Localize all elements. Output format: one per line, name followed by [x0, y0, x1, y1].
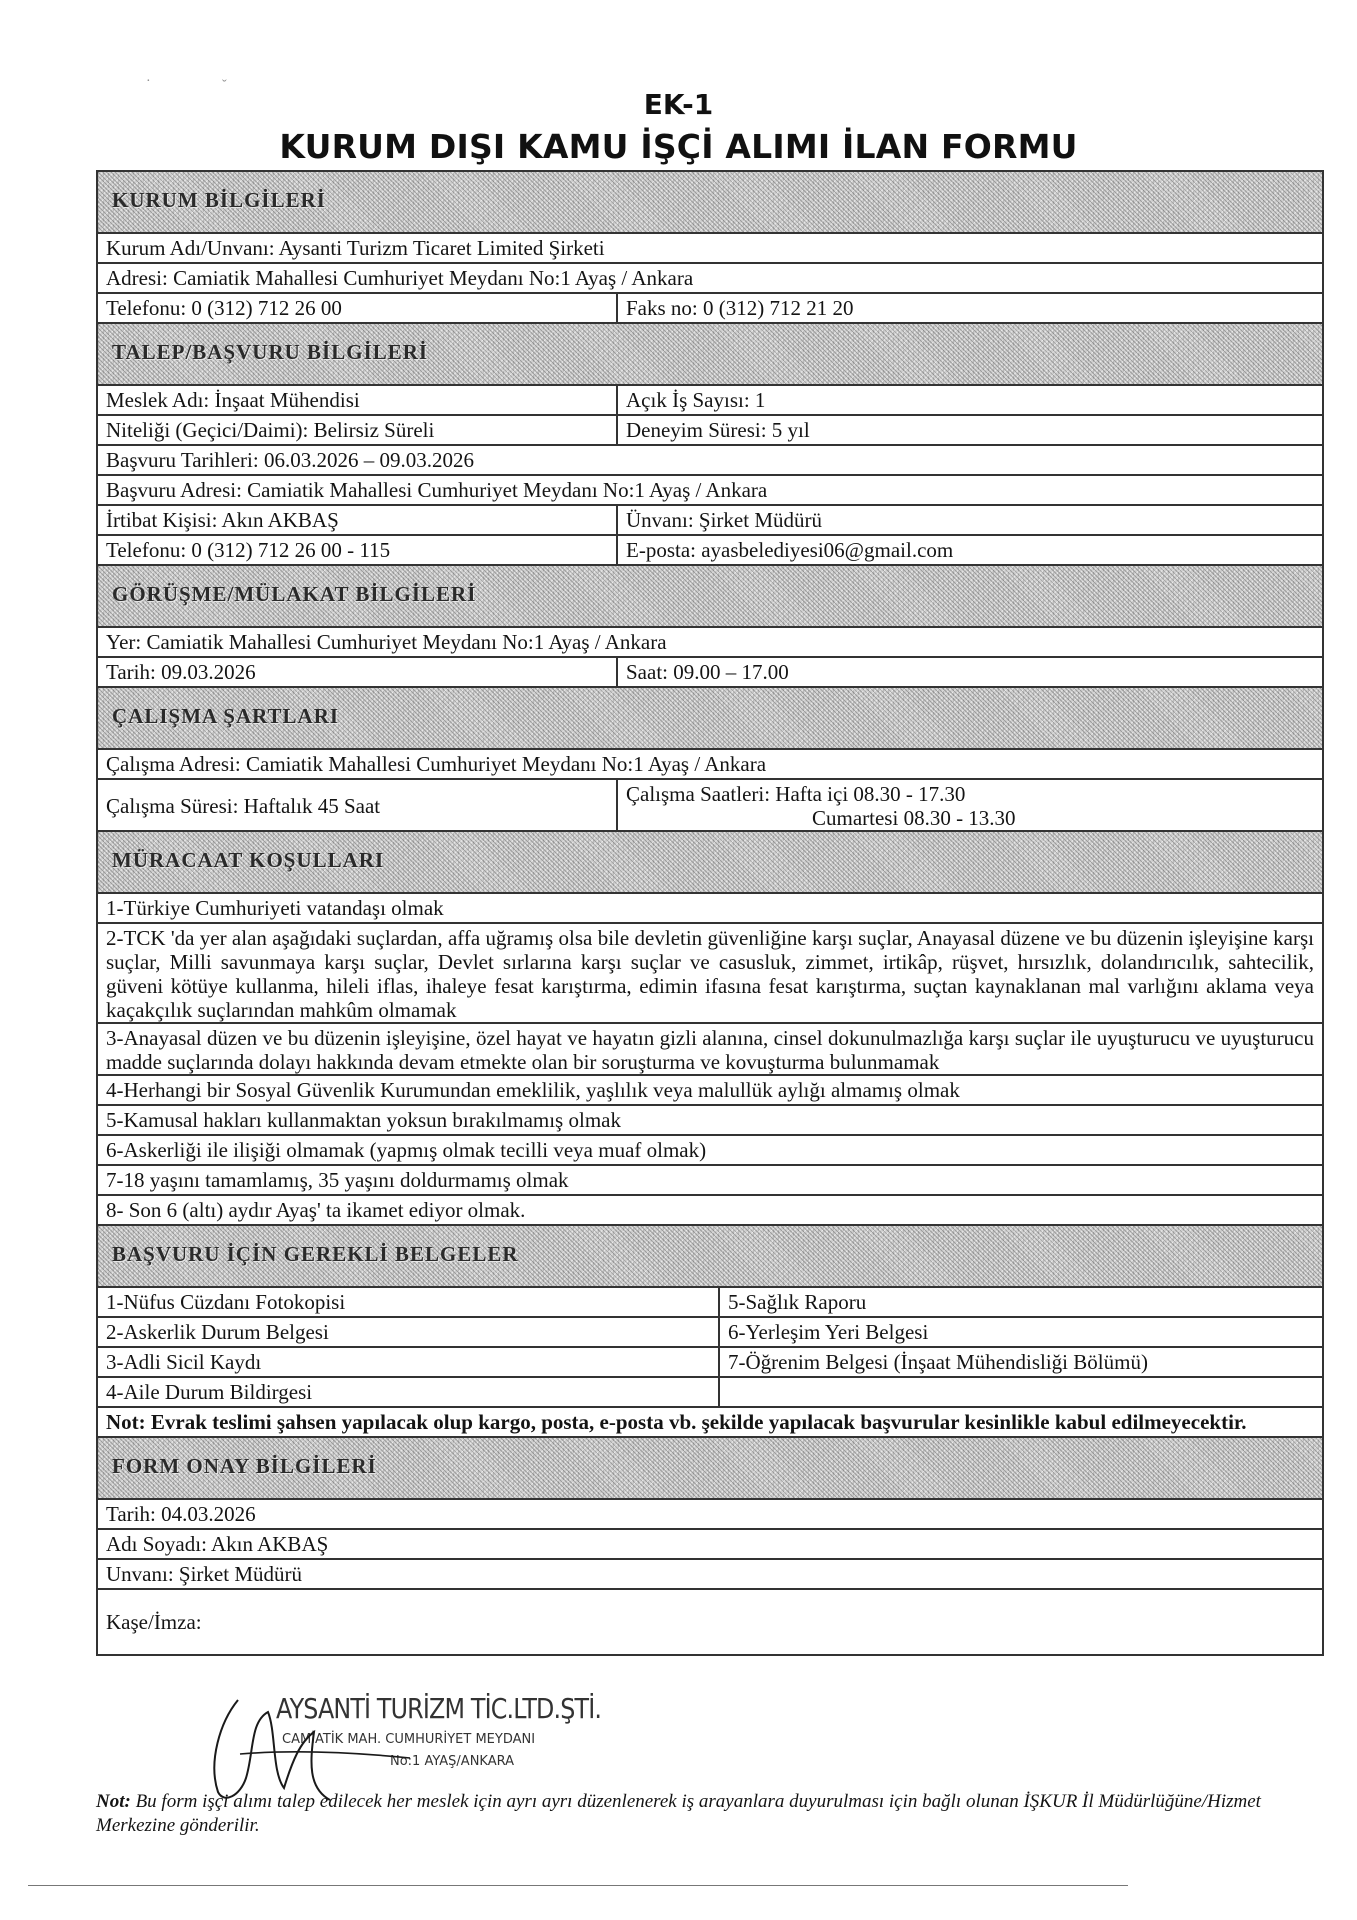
- scan-speck: ·: [146, 74, 151, 89]
- document-item: 2-Askerlik Durum Belgesi: [98, 1318, 720, 1346]
- section-header-calisma: ÇALIŞMA ŞARTLARI: [96, 686, 1324, 748]
- condition-item: 2-TCK 'da yer alan aşağıdaki suçlardan, affa uğramış olsa bile devletin güvenliğine karşı suçlar, Anayasal düzene ve bu düzenin işleyişine karşı suçlar, Milli savunmaya karşı suçlar, Devlet sırlarına karşı suçlar ve casusluk, zimmet, irtikâp, rüşvet, hırsızlık, dolandırıcılık, sahtecilik, güveni kötüye kullanma, hileli iflas, ihaleye fesat karıştırma, edimin ifasına fesat karıştırma, suçtan kaynaklanan mal varlığını aklama veya kaçakçılık suçlarından mahkûm olmamak: [96, 922, 1324, 1022]
- calisma-suresi: Çalışma Süresi: Haftalık 45 Saat: [98, 780, 618, 830]
- gorusme-tarih: Tarih: 09.03.2026: [98, 658, 618, 686]
- onay-row: [96, 1528, 1324, 1558]
- calisma-saatleri-hafta-ici: Çalışma Saatleri: Hafta içi 08.30 - 17.30: [626, 782, 966, 806]
- irtibat-kisisi: İrtibat Kişisi: Akın AKBAŞ: [98, 506, 618, 534]
- niteligi: Niteliği (Geçici/Daimi): Belirsiz Süreli: [98, 416, 618, 444]
- kurum-telefon: Telefonu: 0 (312) 712 26 00: [98, 294, 618, 322]
- irtibat-unvan: Ünvanı: Şirket Müdürü: [626, 508, 822, 532]
- onay-row: [96, 1498, 1324, 1528]
- kurum-row: [96, 232, 1324, 262]
- section-header-belgeler: BAŞVURU İÇİN GEREKLİ BELGELER: [96, 1224, 1324, 1286]
- talep-row: [96, 444, 1324, 474]
- gorusme-saat: Saat: 09.00 – 17.00: [626, 660, 789, 684]
- calisma-row: [96, 748, 1324, 778]
- scan-speck: ˇ: [222, 78, 227, 93]
- gorusme-row: [96, 626, 1324, 656]
- deneyim-suresi: Deneyim Süresi: 5 yıl: [626, 418, 810, 442]
- document-row: [96, 1316, 1324, 1346]
- onay-row: [96, 1558, 1324, 1588]
- meslek-adi: Meslek Adı: İnşaat Mühendisi: [98, 386, 618, 414]
- onay-tarih: Tarih: 04.03.2026: [106, 1502, 256, 1526]
- gorusme-row: [96, 656, 1324, 686]
- document-item: 1-Nüfus Cüzdanı Fotokopisi: [98, 1288, 720, 1316]
- condition-item: 4-Herhangi bir Sosyal Güvenlik Kurumundan emeklilik, yaşlılık veya malullük aylığı almamış olmak: [96, 1074, 1324, 1104]
- document-row: [96, 1346, 1324, 1376]
- stamp-address: CAMİATİK MAH. CUMHURİYET MEYDANI: [282, 1732, 536, 1747]
- section-header-kurum: KURUM BİLGİLERİ: [96, 170, 1324, 232]
- condition-item: 8- Son 6 (altı) aydır Ayaş' ta ikamet ediyor olmak.: [96, 1194, 1324, 1224]
- document-item: [720, 1378, 1322, 1406]
- stamp-company-name: AYSANTİ TURİZM TİC.LTD.ŞTİ.: [276, 1692, 602, 1725]
- kurum-adres: Adresi: Camiatik Mahallesi Cumhuriyet Meydanı No:1 Ayaş / Ankara: [106, 266, 694, 290]
- section-header-talep: TALEP/BAŞVURU BİLGİLERİ: [96, 322, 1324, 384]
- onay-unvan: Unvanı: Şirket Müdürü: [106, 1562, 302, 1586]
- form-code: EK-1: [643, 88, 714, 121]
- gorusme-yer: Yer: Camiatik Mahallesi Cumhuriyet Meydanı No:1 Ayaş / Ankara: [106, 630, 667, 654]
- calisma-saatleri-cumartesi: Cumartesi 08.30 - 13.30: [812, 806, 1016, 830]
- calisma-adresi: Çalışma Adresi: Camiatik Mahallesi Cumhuriyet Meydanı No:1 Ayaş / Ankara: [106, 752, 767, 776]
- footnote-text: Bu form işçi alımı talep edilecek her meslek için ayrı ayrı düzenlenerek iş arayanlara duyurulması için bağlı olunan İŞKUR İl Müdürlüğüne/Hizmet Merkezine gönderilir.: [96, 1791, 1261, 1836]
- kurum-row: [96, 292, 1324, 322]
- section-header-muracaat: MÜRACAAT KOŞULLARI: [96, 830, 1324, 892]
- condition-item: 6-Askerliği ile ilişiği olmamak (yapmış olmak tecilli veya muaf olmak): [96, 1134, 1324, 1164]
- talep-row: [96, 384, 1324, 414]
- irtibat-eposta: E-posta: ayasbelediyesi06@gmail.com: [626, 538, 954, 562]
- section-header-gorusme: GÖRÜŞME/MÜLAKAT BİLGİLERİ: [96, 564, 1324, 626]
- footnote: [96, 1790, 1324, 1838]
- page-bottom-line: [28, 1885, 1128, 1886]
- talep-row: [96, 474, 1324, 504]
- condition-item: 3-Anayasal düzen ve bu düzenin işleyişine, özel hayat ve hayatın gizli alanına, cinsel dokunulmazlığa karşı suçlar ile uyuşturucu ve uyuşturucu madde suçlarında dolayı hakkında devam etmekte olan bir soruşturma ve kovuşturma bulunmamak: [96, 1022, 1324, 1074]
- kurum-faks: Faks no: 0 (312) 712 21 20: [626, 296, 854, 320]
- footnote-label: Not:: [96, 1791, 131, 1812]
- condition-item: 5-Kamusal hakları kullanmaktan yoksun bırakılmamış olmak: [96, 1104, 1324, 1134]
- calisma-saatleri: [618, 780, 1322, 830]
- section-header-onay: FORM ONAY BİLGİLERİ: [96, 1436, 1324, 1498]
- document-note: Not: Evrak teslimi şahsen yapılacak olup kargo, posta, e-posta vb. şekilde yapılacak başvurular kesinlikle kabul edilmeyecektir.: [106, 1410, 1247, 1434]
- document-row: [96, 1376, 1324, 1406]
- document-item: 5-Sağlık Raporu: [728, 1290, 867, 1314]
- calisma-row: [96, 778, 1324, 830]
- kase-imza-label: Kaşe/İmza:: [106, 1610, 202, 1634]
- onay-adi-soyadi: Adı Soyadı: Akın AKBAŞ: [106, 1532, 329, 1556]
- talep-row: [96, 414, 1324, 444]
- condition-item: 1-Türkiye Cumhuriyeti vatandaşı olmak: [96, 892, 1324, 922]
- onay-row: [96, 1588, 1324, 1656]
- stamp-address-city: No:1 AYAŞ/ANKARA: [390, 1754, 515, 1769]
- document-item: 7-Öğrenim Belgesi (İnşaat Mühendisliği Bölümü): [728, 1350, 1148, 1374]
- condition-item: 7-18 yaşını tamamlamış, 35 yaşını doldurmamış olmak: [96, 1164, 1324, 1194]
- kurum-row: [96, 262, 1324, 292]
- document-row: [96, 1286, 1324, 1316]
- basvuru-adresi: Başvuru Adresi: Camiatik Mahallesi Cumhuriyet Meydanı No:1 Ayaş / Ankara: [106, 478, 768, 502]
- basvuru-tarihleri: Başvuru Tarihleri: 06.03.2026 – 09.03.2026: [106, 448, 474, 472]
- document-note-row: [96, 1406, 1324, 1436]
- talep-row: [96, 534, 1324, 564]
- document-item: 3-Adli Sicil Kaydı: [98, 1348, 720, 1376]
- document-item: 4-Aile Durum Bildirgesi: [98, 1378, 720, 1406]
- irtibat-telefon: Telefonu: 0 (312) 712 26 00 - 115: [98, 536, 618, 564]
- document-item: 6-Yerleşim Yeri Belgesi: [728, 1320, 929, 1344]
- form-title: KURUM DIŞI KAMU İŞÇİ ALIMI İLAN FORMU: [279, 127, 1078, 166]
- talep-row: [96, 504, 1324, 534]
- acik-is-sayisi: Açık İş Sayısı: 1: [626, 388, 766, 412]
- kurum-adi: Kurum Adı/Unvanı: Aysanti Turizm Ticaret Limited Şirketi: [106, 236, 605, 260]
- announcement-form: [96, 170, 1324, 1656]
